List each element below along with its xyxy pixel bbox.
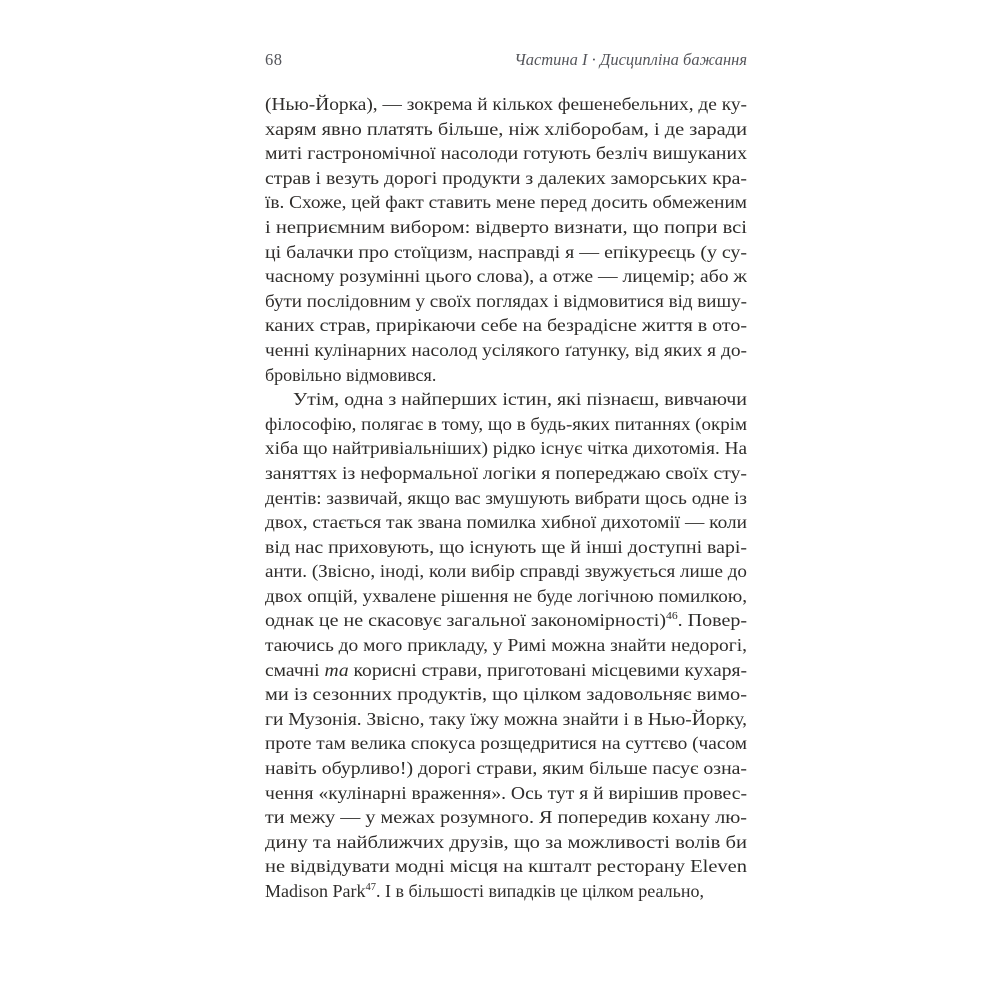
page-header [265, 50, 747, 70]
text-line: чення «кулінарні враження». Ось тут я й вирішив провес- [265, 782, 747, 803]
text-line: страв і везуть дорогі продукти з далеких заморських кра- [265, 167, 747, 188]
text-line: харям явно платять більше, ніж хліборобам, і де заради [265, 118, 747, 139]
text-line: проте там велика спокуса розщедритися на суттєво (часом [265, 733, 747, 754]
text-line: (Нью-Йорка), — зокрема й кількох фешенебельних, де ку- [265, 94, 747, 114]
text-line: смачні та корисні страви, приготовані місцевими кухаря- [265, 659, 747, 680]
text-line: хіба що найтривіальніших) рідко існує чітка дихотомія. На [265, 438, 747, 459]
text-line: філософію, полягає в тому, що в будь-яких питаннях (окрім [265, 413, 747, 434]
text-line: ги Музонія. Звісно, таку їжу можна знайти і в Нью-Йорку, [265, 708, 747, 729]
text-line: ти межу — у межах розумного. Я попередив кохану лю- [265, 807, 747, 828]
text-line: часному розумінні цього слова), а отже — лицемір; або ж [265, 266, 747, 287]
footnote-reference: 46 [665, 611, 678, 623]
text-line: від нас приховують, що існують ще й інші доступні варі- [265, 536, 747, 557]
text-line: дентів: зазвичай, якщо вас змушують вибрати щось одне із [265, 487, 747, 508]
text-line: заняттях із неформальної логіки я попереджаю своїх сту- [265, 462, 747, 483]
text-line: навіть обурливо!) дорогі страви, яким більше пасує озна- [265, 758, 747, 779]
text-line: їв. Схоже, цей факт ставить мене перед досить обмеженим [265, 192, 747, 213]
text-line: ці балачки про стоїцизм, насправді я — епікуреєць (у су- [265, 241, 747, 262]
text-line: однак це не скасовує загальної закономірності)$^{46}$. Повер- [265, 610, 747, 631]
text-line: каних страв, прирікаючи себе на безрадісне життя в ото- [265, 315, 747, 336]
text-line: Madison Park$^{47}$. І в більшості випадків це цілком реально, [265, 881, 704, 901]
text-line: бути послідовним у своїх поглядах і відмовитися від вишу- [265, 290, 747, 311]
text-line: двох, стається так звана помилка хибної дихотомії — коли [265, 512, 747, 533]
footnote-reference: 47 [365, 882, 376, 893]
text-line: ми із сезонних продуктів, що цілком задовольняє вимо- [265, 684, 747, 705]
text-line: миті гастрономічної насолоди готують безліч вишуканих [265, 143, 747, 164]
body-text [265, 92, 747, 904]
running-title: Частина I · Дисципліна бажання [514, 50, 747, 69]
text-line: таючись до мого прикладу, у Римі можна знайти недорогі, [265, 635, 747, 656]
text-line: не відвідувати модні місця на кшталт ресторану Eleven [265, 856, 747, 877]
text-line: ченні кулінарних насолод усілякого ґатунку, від яких я до- [265, 339, 747, 360]
page-number: 68 [265, 50, 283, 69]
text-line: Утім, одна з найперших істин, які пізнаєш, вивчаючи [293, 389, 747, 410]
text-line: анти. (Звісно, іноді, коли вибір справді звужується лише до [265, 561, 747, 582]
text-line: дину та найближчих друзів, що за можливості волів би [265, 831, 747, 852]
text-line: бровільно відмовився. [265, 364, 437, 385]
text-line: і неприємним вибором: відверто визнати, що попри всі [265, 216, 747, 237]
text-line: двох опцій, ухвалене рішення не буде логічною помилкою, [265, 585, 747, 606]
